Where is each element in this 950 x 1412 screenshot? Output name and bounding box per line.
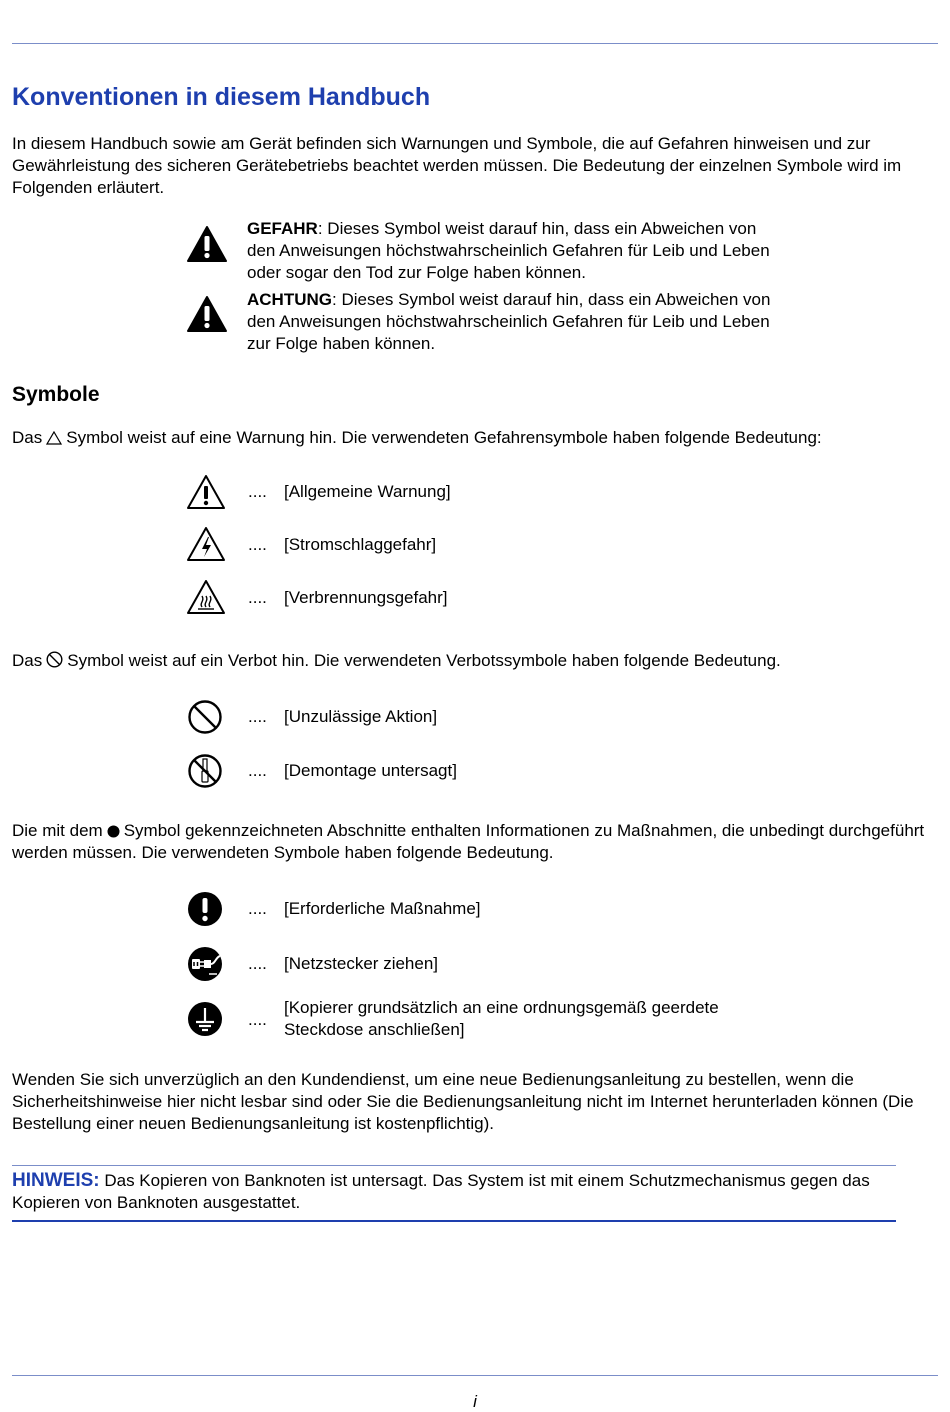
outline-prohibition-icon <box>46 651 63 668</box>
prohibition-intro <box>12 650 938 672</box>
top-rule <box>12 43 938 44</box>
general-warning-label: [Allgemeine Warnung] <box>284 482 451 501</box>
prohibited-icon <box>187 699 223 735</box>
hot-surface-icon <box>186 579 226 615</box>
outline-triangle-icon <box>46 431 62 445</box>
mandatory-intro <box>12 820 938 864</box>
no-disassembly-icon <box>187 753 223 789</box>
prohibited-dots: .... <box>248 707 267 726</box>
note-text: Das Kopieren von Banknoten ist untersagt. Das System ist mit einem Schutzmechanismus gegen das Kopieren von Banknoten ausgestattet. <box>12 1171 870 1212</box>
caution-keyword: ACHTUNG <box>247 290 332 309</box>
mandatory-intro-before: Die mit dem <box>12 821 103 840</box>
caution-triangle-icon <box>186 295 228 333</box>
required-action-icon <box>187 891 223 927</box>
mandatory-intro-after: Symbol gekennzeichneten Abschnitte enthalten Informationen zu Maßnahmen, die unbedingt durchgeführt werden müssen. Die verwendeten Symbole haben folgende Bedeutung. <box>12 821 925 862</box>
danger-triangle-icon <box>186 225 228 263</box>
general-warning-icon <box>186 474 226 510</box>
unplug-dots: .... <box>248 954 267 973</box>
bottom-rule <box>12 1375 938 1376</box>
filled-circle-icon <box>107 825 120 838</box>
danger-description: : Dieses Symbol weist darauf hin, dass ein Abweichen von den Anweisungen höchstwahrscheinlich Gefahren für Leib und Leben oder sogar den Tod zur Folge haben können. <box>247 219 770 282</box>
ground-label: [Kopierer grundsätzlich an eine ordnungsgemäß geerdete Steckdose anschließen] <box>284 998 719 1039</box>
hot-surface-label: [Verbrennungsgefahr] <box>284 588 448 607</box>
required-action-label: [Erforderliche Maßnahme] <box>284 899 481 918</box>
warning-intro-after: Symbol weist auf eine Warnung hin. Die verwendeten Gefahrensymbole haben folgende Bedeutung: <box>66 428 822 447</box>
contact-paragraph: Wenden Sie sich unverzüglich an den Kundendienst, um eine neue Bedienungsanleitung zu bestellen, wenn die Sicherheitshinweise hier nicht lesbar sind oder Sie die Bedienungsanleitung nicht im Internet herunterladen können (Die Bestellung einer neuen Bedienungsanleitung ist kostenpflichtig). <box>12 1070 914 1133</box>
prohibition-intro-after: Symbol weist auf ein Verbot hin. Die verwendeten Verbotssymbole haben folgende Bedeutung. <box>67 651 781 670</box>
electric-shock-icon <box>186 526 226 562</box>
note-top-rule <box>12 1165 896 1166</box>
unplug-icon <box>187 946 223 982</box>
danger-warning-text <box>247 218 787 284</box>
caution-warning-text <box>247 289 787 355</box>
required-action-dots: .... <box>248 899 267 918</box>
page-title: Konventionen in diesem Handbuch <box>12 83 431 111</box>
unplug-label: [Netzstecker ziehen] <box>284 954 439 973</box>
general-warning-dots: .... <box>248 482 267 501</box>
prohibition-intro-before: Das <box>12 651 43 670</box>
electric-shock-dots: .... <box>248 535 267 554</box>
note-bottom-rule <box>12 1220 896 1222</box>
intro-paragraph: In diesem Handbuch sowie am Gerät befinden sich Warnungen und Symbole, die auf Gefahren hinweisen und zur Gewährleistung des sicheren Gerätebetriebs beachtet werden müssen. Die Bedeutung der einzelnen Symbole wird im Folgenden erläutert. <box>12 134 902 197</box>
note-paragraph <box>12 1170 927 1214</box>
danger-keyword: GEFAHR <box>247 219 318 238</box>
no-disassembly-dots: .... <box>248 761 267 780</box>
ground-icon <box>187 1001 223 1037</box>
ground-dots: .... <box>248 1010 267 1029</box>
warning-intro <box>12 427 938 449</box>
caution-description: : Dieses Symbol weist darauf hin, dass ein Abweichen von den Anweisungen höchstwahrscheinlich Gefahren für Leib und Leben zur Folge haben können. <box>247 290 771 353</box>
symbols-heading: Symbole <box>12 383 100 406</box>
page-number: i <box>473 1392 477 1411</box>
electric-shock-label: [Stromschlaggefahr] <box>284 535 437 554</box>
warning-intro-before: Das <box>12 428 43 447</box>
hot-surface-dots: .... <box>248 588 267 607</box>
prohibited-label: [Unzulässige Aktion] <box>284 707 438 726</box>
no-disassembly-label: [Demontage untersagt] <box>284 761 457 780</box>
note-title: HINWEIS: <box>12 1170 100 1191</box>
